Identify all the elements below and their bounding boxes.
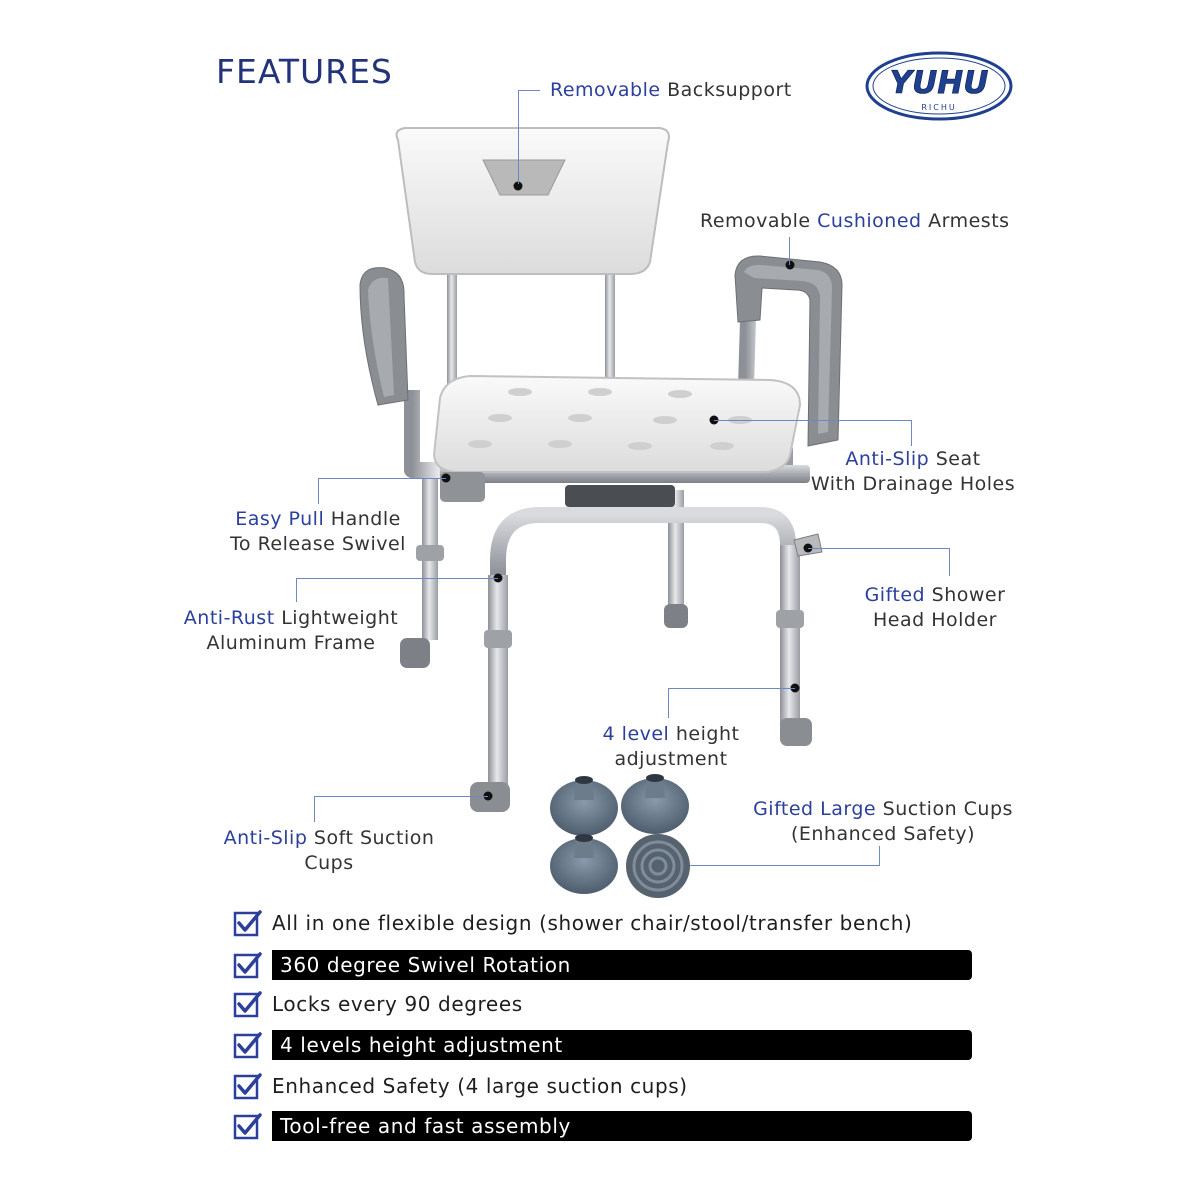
front-left-leg xyxy=(488,575,508,790)
callout-seat-line2: With Drainage Holes xyxy=(810,473,1016,495)
callout-height-line2: adjustment xyxy=(614,748,728,770)
callout-height-accent: 4 level xyxy=(602,723,670,745)
leader-frame xyxy=(296,578,498,602)
rear-right-foot xyxy=(664,604,688,628)
leader-seat xyxy=(714,420,912,446)
callout-backsupport-accent: Removable xyxy=(550,79,661,101)
callout-suction-soft-accent: Anti-Slip xyxy=(223,827,308,849)
callout-holder-line2: Head Holder xyxy=(873,609,997,631)
callout-handle xyxy=(216,507,420,557)
callout-seat xyxy=(800,447,1026,497)
callout-handle-line2: To Release Swivel xyxy=(230,533,406,555)
leader-handle xyxy=(318,478,446,504)
callout-backsupport-text: Backsupport xyxy=(660,79,792,101)
feature-row xyxy=(232,1069,972,1103)
feature-text: All in one flexible design (shower chair/stool/transfer bench) xyxy=(272,911,913,935)
callout-frame-text: Lightweight xyxy=(274,607,399,629)
callout-suction-soft-line2: Cups xyxy=(304,852,354,874)
leader-holder xyxy=(808,548,950,576)
front-right-foot xyxy=(780,718,812,746)
checkbox-checked-icon xyxy=(232,1111,262,1141)
leader-height xyxy=(668,688,795,718)
callout-frame-accent: Anti-Rust xyxy=(183,607,275,629)
feature-row xyxy=(232,948,972,982)
leader-suction-large xyxy=(690,846,880,866)
callout-height-text: height xyxy=(669,723,740,745)
callout-seat-text: Seat xyxy=(929,448,981,470)
callout-handle-accent: Easy Pull xyxy=(235,508,325,530)
callout-suction-large-line2: (Enhanced Safety) xyxy=(790,823,976,845)
checkbox-checked-icon xyxy=(232,1030,262,1060)
checkbox-checked-icon xyxy=(232,989,262,1019)
feature-text: Locks every 90 degrees xyxy=(272,992,523,1016)
callout-armrests-pre: Removable xyxy=(700,210,818,232)
callout-armrests xyxy=(700,209,1010,234)
feature-text: Enhanced Safety (4 large suction cups) xyxy=(272,1074,688,1098)
logo-main-text: YUHU xyxy=(889,65,989,101)
feature-row xyxy=(232,987,972,1021)
callout-suction-large-text: Suction Cups xyxy=(876,798,1013,820)
callout-frame-line2: Aluminum Frame xyxy=(206,632,376,654)
feature-row xyxy=(232,1109,972,1143)
callout-armrests-accent: Cushioned xyxy=(817,210,922,232)
callout-frame xyxy=(166,606,416,656)
suction-cups xyxy=(550,774,690,898)
leader-suction-soft xyxy=(314,796,488,822)
checkbox-checked-icon xyxy=(232,1071,262,1101)
feature-text: Tool-free and fast assembly xyxy=(272,1111,972,1141)
callout-seat-accent: Anti-Slip xyxy=(845,448,930,470)
leader-armrests xyxy=(789,237,790,265)
logo-sub-text: RICHU xyxy=(921,103,957,112)
swivel-base xyxy=(565,485,675,507)
callout-armrests-text: Armests xyxy=(921,210,1010,232)
callout-suction-soft xyxy=(206,826,452,876)
checkbox-checked-icon xyxy=(232,950,262,980)
callout-holder xyxy=(850,583,1020,633)
callout-handle-text: Handle xyxy=(324,508,401,530)
feature-text: 360 degree Swivel Rotation xyxy=(272,950,972,980)
feature-row xyxy=(232,1028,972,1062)
feature-row xyxy=(232,906,972,940)
page-title: FEATURES xyxy=(216,52,393,91)
callout-suction-large-accent: Gifted Large xyxy=(753,798,877,820)
callout-backsupport xyxy=(550,78,792,103)
checkbox-checked-icon xyxy=(232,908,262,938)
leader-backsupport xyxy=(518,90,540,184)
callout-height xyxy=(586,722,756,772)
front-u-frame xyxy=(498,515,788,590)
callout-holder-accent: Gifted xyxy=(864,584,926,606)
callout-holder-text: Shower xyxy=(925,584,1006,606)
callout-suction-soft-text: Soft Suction xyxy=(307,827,435,849)
callout-suction-large xyxy=(736,797,1030,847)
feature-text: 4 levels height adjustment xyxy=(272,1030,972,1060)
